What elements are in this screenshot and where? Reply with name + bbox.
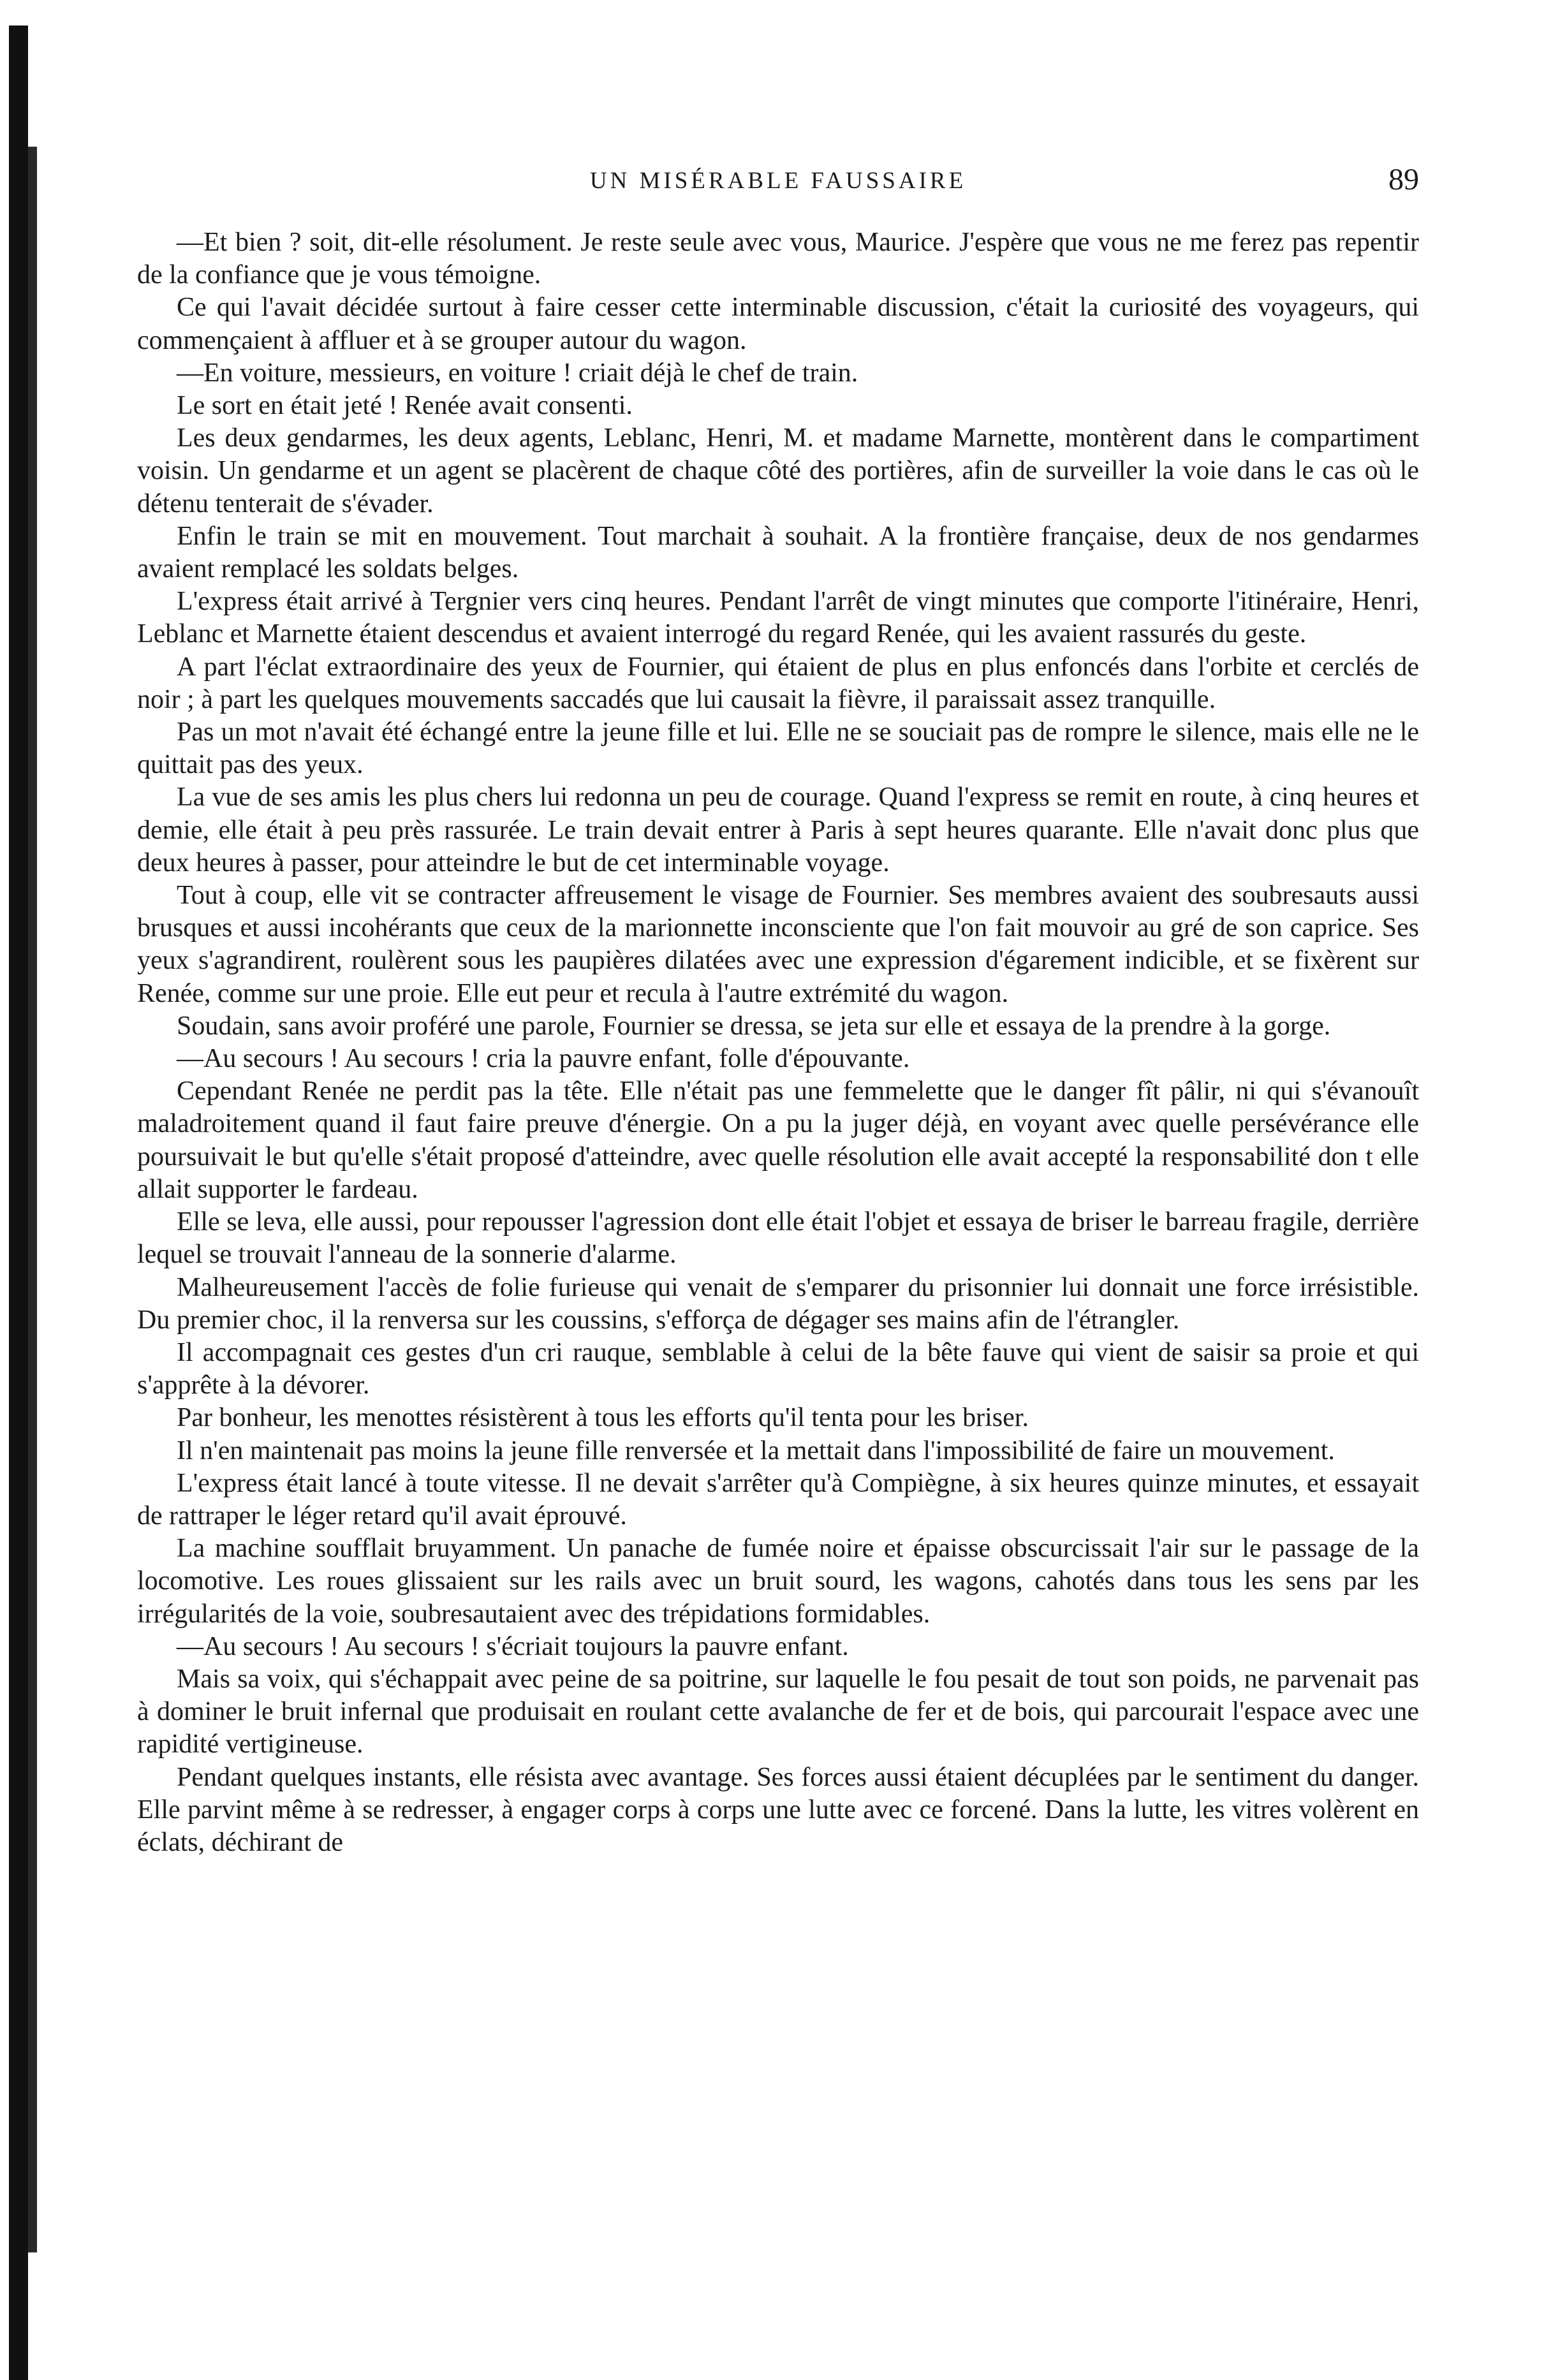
scan-binding-shadow	[28, 147, 37, 2252]
paragraph: Tout à coup, elle vit se contracter affreusement le visage de Fournier. Ses membres avaient des soubresauts aussi brusques et aussi incohérants que ceux de la marionnette inconsciente que l'on fait mouvoir au gré de son caprice. Ses yeux s'agrandirent, roulèrent sous les paupières dilatées avec une expression d'égarement indicible, et se fixèrent sur Renée, comme sur une proie. Elle eut peur et recula à l'autre extrémité du wagon.	[137, 881, 1419, 1008]
paragraph: Ce qui l'avait décidée surtout à faire cesser cette interminable discussion, c'était la curiosité des voyageurs, qui commençaient à affluer et à se grouper autour du wagon.	[137, 293, 1419, 355]
text-body	[137, 226, 1419, 1859]
paragraph: —Au secours ! Au secours ! cria la pauvre enfant, folle d'épouvante.	[177, 1044, 910, 1074]
paragraph: Elle se leva, elle aussi, pour repousser l'agression dont elle était l'objet et essaya de briser le barreau fragile, derrière lequel se trouvait l'anneau de la sonnerie d'alarme.	[137, 1207, 1419, 1270]
paragraph: Les deux gendarmes, les deux agents, Leblanc, Henri, M. et madame Marnette, montèrent dans le compartiment voisin. Un gendarme et un agent se placèrent de chaque côté des portières, afin de surveiller la voie dans le cas où le détenu tenterait de s'évader.	[137, 423, 1419, 518]
paragraph: Enfin le train se mit en mouvement. Tout marchait à souhait. A la frontière française, deux de nos gendarmes avaient remplacé les soldats belges.	[137, 521, 1419, 584]
paragraph: L'express était arrivé à Tergnier vers cinq heures. Pendant l'arrêt de vingt minutes que comporte l'itinéraire, Henri, Leblanc et Marnette étaient descendus et avaient interrogé du regard Renée, qui les avaient rassurés du geste.	[137, 587, 1419, 649]
paragraph: La machine soufflait bruyamment. Un panache de fumée noire et épaisse obscurcissait l'air sur le passage de la locomotive. Les roues glissaient sur les rails avec un bruit sourd, les wagons, cahotés dans tous les sens par les irrégularités de la voie, soubresautaient avec des trépidations formidables.	[137, 1534, 1419, 1629]
paragraph: La vue de ses amis les plus chers lui redonna un peu de courage. Quand l'express se remit en route, à cinq heures et demie, elle était à peu près rassurée. Le train devait entrer à Paris à sept heures quarante. Elle n'avait donc plus que deux heures à passer, pour atteindre le but de cet interminable voyage.	[137, 782, 1419, 878]
page-header	[137, 163, 1419, 212]
paragraph: Soudain, sans avoir proféré une parole, Fournier se dressa, se jeta sur elle et essaya de la prendre à la gorge.	[177, 1011, 1331, 1041]
paragraph: Il n'en maintenait pas moins la jeune fille renversée et la mettait dans l'impossibilité de faire un mouvement.	[177, 1436, 1335, 1465]
paragraph: —En voiture, messieurs, en voiture ! criait déjà le chef de train.	[177, 358, 858, 388]
paragraph: —Et bien ? soit, dit-elle résolument. Je reste seule avec vous, Maurice. J'espère que vous ne me ferez pas repentir de la confiance que je vous témoigne.	[137, 228, 1419, 290]
running-title: UN MISÉRABLE FAUSSAIRE	[589, 168, 967, 194]
paragraph: L'express était lancé à toute vitesse. Il ne devait s'arrêter qu'à Compiègne, à six heures quinze minutes, et essayait de rattraper le léger retard qu'il avait éprouvé.	[137, 1468, 1419, 1531]
paragraph: Il accompagnait ces gestes d'un cri rauque, semblable à celui de la bête fauve qui vient de saisir sa proie et qui s'apprête à la dévorer.	[137, 1337, 1419, 1400]
paragraph: Cependant Renée ne perdit pas la tête. Elle n'était pas une femmelette que le danger fît pâlir, ni qui s'évanouît maladroitement quand il faut faire preuve d'énergie. On a pu la juger déjà, en voyant avec quelle persévérance elle poursuivait le but qu'elle s'était proposé d'atteindre, avec quelle résolution elle avait accepté la responsabilité don t elle allait supporter le fardeau.	[137, 1076, 1419, 1204]
paragraph: Pas un mot n'avait été échangé entre la jeune fille et lui. Elle ne se souciait pas de rompre le silence, mais elle ne le quittait pas des yeux.	[137, 717, 1419, 780]
paragraph: Malheureusement l'accès de folie furieuse qui venait de s'emparer du prisonnier lui donnait une force irrésistible. Du premier choc, il la renversa sur les coussins, s'efforça de dégager ses mains afin de l'étrangler.	[137, 1272, 1419, 1335]
paragraph: Pendant quelques instants, elle résista avec avantage. Ses forces aussi étaient décuplées par le sentiment du danger. Elle parvint même à se redresser, à engager corps à corps une lutte avec ce forcené. Dans la lutte, les vitres volèrent en éclats, déchirant de	[137, 1762, 1419, 1857]
paragraph: Par bonheur, les menottes résistèrent à tous les efforts qu'il tenta pour les briser.	[177, 1403, 1029, 1433]
paragraph: Mais sa voix, qui s'échappait avec peine de sa poitrine, sur laquelle le fou pesait de tout son poids, ne parvenait pas à dominer le bruit infernal que produisait en roulant cette avalanche de fer et de bois, qui parcourait l'espace avec une rapidité vertigineuse.	[137, 1664, 1419, 1759]
paragraph: A part l'éclat extraordinaire des yeux de Fournier, qui étaient de plus en plus enfoncés dans l'orbite et cerclés de noir ; à part les quelques mouvements saccadés que lui causait la fièvre, il paraissait assez tranquille.	[137, 652, 1419, 714]
scan-binding-edge	[9, 26, 28, 2380]
page-number: 89	[1388, 163, 1419, 196]
paragraph: —Au secours ! Au secours ! s'écriait toujours la pauvre enfant.	[177, 1631, 849, 1661]
paragraph: Le sort en était jeté ! Renée avait consenti.	[177, 391, 633, 421]
